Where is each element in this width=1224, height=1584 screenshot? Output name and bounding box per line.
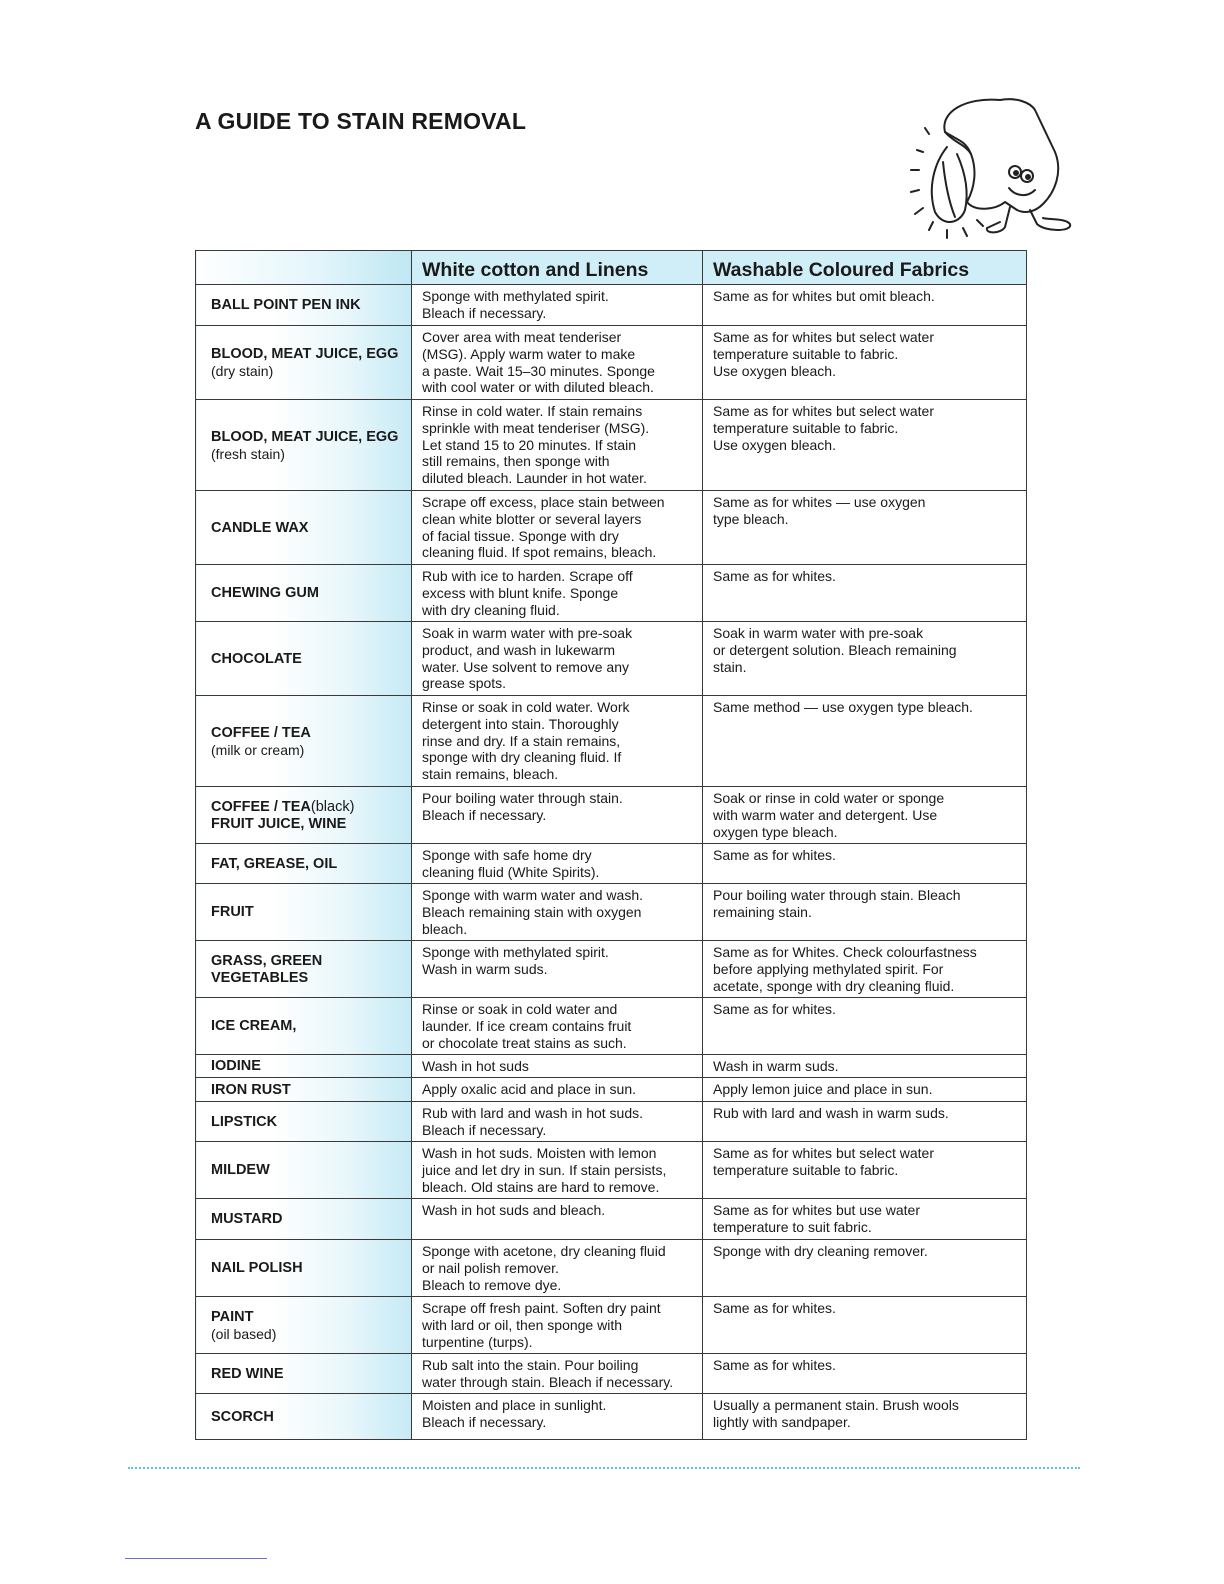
coloured-treatment-text: Same method — use oxygen type bleach.: [713, 699, 973, 715]
whites-treatment-cell: [412, 1394, 703, 1440]
whites-treatment-text: Soak in warm water with pre-soak product, and wash in lukewarm water. Use solvent to remove any grease spots.: [422, 625, 633, 692]
stain-name-text: PAINT: [211, 1308, 254, 1325]
whites-treatment-cell: [412, 326, 703, 400]
whites-treatment-cell: [412, 1240, 703, 1297]
coloured-treatment-text: Apply lemon juice and place in sun.: [713, 1081, 933, 1097]
stain-name: [211, 346, 401, 363]
whites-treatment-cell: [412, 285, 703, 326]
coloured-treatment-cell: [703, 696, 1027, 787]
coloured-treatment-text: Same as for Whites. Check colourfastness before applying methylated spirit. For acetate, sponge with dry cleaning fluid.: [713, 944, 977, 994]
stain-type-cell: [196, 998, 412, 1055]
stain-note: (fresh stain): [211, 445, 285, 462]
coloured-treatment-cell: [703, 884, 1027, 941]
whites-treatment-cell: [412, 565, 703, 622]
coloured-treatment-text: Same as for whites.: [713, 1001, 836, 1017]
whites-treatment-text: Rinse or soak in cold water and launder. If ice cream contains fruit or chocolate treat stains as such.: [422, 1001, 632, 1051]
coloured-treatment-text: Usually a permanent stain. Brush wools lightly with sandpaper.: [713, 1397, 959, 1430]
whites-treatment-text: Wash in hot suds and bleach.: [422, 1202, 606, 1218]
whites-treatment-text: Apply oxalic acid and place in sun.: [422, 1081, 637, 1097]
stain-type-cell: [196, 1297, 412, 1354]
stain-name-secondary: VEGETABLES: [211, 969, 309, 986]
whites-treatment-text: Sponge with methylated spirit. Bleach if necessary.: [422, 288, 609, 321]
whites-treatment-cell: [412, 884, 703, 941]
stain-type-cell: [196, 1394, 412, 1440]
stain-name-text: FRUIT: [211, 904, 254, 921]
stain-name: [211, 1309, 401, 1326]
coloured-treatment-cell: [703, 1142, 1027, 1199]
coloured-treatment-cell: [703, 285, 1027, 326]
stain-name: [211, 1082, 401, 1099]
stain-name: [211, 904, 401, 921]
stain-type-cell: [196, 1199, 412, 1240]
whites-treatment-cell: [412, 844, 703, 884]
stain-type-cell: [196, 565, 412, 622]
stain-name: [211, 429, 401, 446]
stain-type-cell: [196, 696, 412, 787]
table-row: [196, 622, 1027, 696]
stain-name: [211, 953, 401, 970]
coloured-treatment-cell: [703, 1394, 1027, 1440]
stain-name: [211, 856, 401, 873]
whites-treatment-text: Pour boiling water through stain. Bleach if necessary.: [422, 790, 623, 823]
whites-treatment-text: Rub with ice to harden. Scrape off excess with blunt knife. Sponge with dry cleaning fluid.: [422, 568, 633, 618]
stain-name-text: IODINE: [211, 1058, 261, 1075]
whites-treatment-cell: [412, 696, 703, 787]
coloured-treatment-cell: [703, 941, 1027, 998]
stain-name-text: MUSTARD: [211, 1211, 283, 1228]
coloured-treatment-text: Same as for whites.: [713, 1300, 836, 1316]
stain-name: [211, 1058, 401, 1075]
stain-name-text: SCORCH: [211, 1408, 274, 1425]
table-row: [196, 884, 1027, 941]
stain-name: [211, 1260, 401, 1277]
stain-type-cell: [196, 1240, 412, 1297]
coloured-treatment-text: Rub with lard and wash in warm suds.: [713, 1105, 949, 1121]
stain-removal-table: [195, 250, 1027, 1440]
stain-type-cell: [196, 844, 412, 884]
coloured-treatment-text: Same as for whites but omit bleach.: [713, 288, 935, 304]
stain-type-cell: [196, 1354, 412, 1394]
stain-name-secondary: FRUIT JUICE, WINE: [211, 815, 347, 832]
stain-name-text: CANDLE WAX: [211, 519, 309, 536]
dotted-divider: [128, 1467, 1080, 1469]
table-row: [196, 844, 1027, 884]
stain-name-text: COFFEE / TEA: [211, 724, 311, 741]
stain-name-text: CHEWING GUM: [211, 585, 319, 602]
whites-treatment-cell: [412, 491, 703, 565]
whites-treatment-text: Sponge with acetone, dry cleaning fluid or nail polish remover. Bleach to remove dye.: [422, 1243, 666, 1293]
table-row: [196, 1354, 1027, 1394]
coloured-treatment-cell: [703, 1102, 1027, 1142]
stain-name: [211, 297, 401, 314]
stain-name: [211, 1211, 401, 1228]
coloured-treatment-text: Soak or rinse in cold water or sponge with warm water and detergent. Use oxygen type bleach.: [713, 790, 945, 840]
stain-name: [211, 651, 401, 668]
stain-name: [211, 520, 401, 537]
whites-treatment-cell: [412, 941, 703, 998]
whites-treatment-text: Rinse in cold water. If stain remains sprinkle with meat tenderiser (MSG). Let stand 15 to 20 minutes. If stain still remains, then sponge with diluted bleach. Launder in hot water.: [422, 403, 650, 487]
stain-name: [211, 799, 401, 816]
footer-underline: [125, 1558, 267, 1559]
whites-treatment-text: Wash in hot suds. Moisten with lemon juice and let dry in sun. If stain persists, bleach. Old stains are hard to remove.: [422, 1145, 667, 1195]
stain-type-cell: [196, 1055, 412, 1078]
stain-name: [211, 1409, 401, 1426]
table-row: [196, 1199, 1027, 1240]
coloured-treatment-cell: [703, 326, 1027, 400]
table-row: [196, 1078, 1027, 1102]
table-row: [196, 1055, 1027, 1078]
table-row: [196, 998, 1027, 1055]
stain-name-text: COFFEE / TEA: [211, 798, 311, 815]
coloured-treatment-cell: [703, 1297, 1027, 1354]
whites-treatment-cell: [412, 1078, 703, 1102]
table-row: [196, 491, 1027, 565]
header-white-cotton: White cotton and Linens: [412, 251, 703, 285]
coloured-treatment-text: Soak in warm water with pre-soak or detergent solution. Bleach remaining stain.: [713, 625, 957, 675]
table-row: [196, 1102, 1027, 1142]
table-row: [196, 1297, 1027, 1354]
coloured-treatment-cell: [703, 1240, 1027, 1297]
coloured-treatment-text: Same as for whites but select water temperature suitable to fabric.: [713, 1145, 934, 1178]
coloured-treatment-cell: [703, 1078, 1027, 1102]
table-row: [196, 941, 1027, 998]
stain-note: (milk or cream): [211, 741, 305, 758]
header-coloured-fabrics: Washable Coloured Fabrics: [703, 251, 1027, 285]
glove-mascot-illustration: [905, 92, 1080, 244]
stain-name-text: CHOCOLATE: [211, 650, 302, 667]
stain-note: (oil based): [211, 1325, 277, 1342]
coloured-treatment-text: Same as for whites but use water temperature to suit fabric.: [713, 1202, 920, 1235]
whites-treatment-cell: [412, 998, 703, 1055]
whites-treatment-text: Rub with lard and wash in hot suds. Bleach if necessary.: [422, 1105, 644, 1138]
whites-treatment-text: Sponge with safe home dry cleaning fluid (White Spirits).: [422, 847, 600, 880]
stain-type-cell: [196, 884, 412, 941]
table-body: [196, 285, 1027, 1440]
coloured-treatment-text: Sponge with dry cleaning remover.: [713, 1243, 928, 1259]
whites-treatment-cell: [412, 622, 703, 696]
table-row: [196, 285, 1027, 326]
table-row: [196, 565, 1027, 622]
coloured-treatment-cell: [703, 622, 1027, 696]
whites-treatment-text: Cover area with meat tenderiser (MSG). Apply warm water to make a paste. Wait 15–30 minutes. Sponge with cool water or with diluted bleach.: [422, 329, 655, 396]
whites-treatment-cell: [412, 400, 703, 491]
coloured-treatment-text: Same as for whites.: [713, 847, 836, 863]
stain-type-cell: [196, 491, 412, 565]
coloured-treatment-cell: [703, 1199, 1027, 1240]
stain-type-cell: [196, 787, 412, 844]
coloured-treatment-text: Same as for whites — use oxygen type bleach.: [713, 494, 926, 527]
coloured-treatment-cell: [703, 1354, 1027, 1394]
stain-type-cell: [196, 622, 412, 696]
table-row: [196, 1142, 1027, 1199]
whites-treatment-cell: [412, 1199, 703, 1240]
whites-treatment-text: Sponge with warm water and wash. Bleach remaining stain with oxygen bleach.: [422, 887, 643, 937]
stain-name-text: RED WINE: [211, 1365, 284, 1382]
stain-type-cell: [196, 1102, 412, 1142]
whites-treatment-cell: [412, 1055, 703, 1078]
header-stain-column: [196, 251, 412, 285]
table-row: [196, 1240, 1027, 1297]
coloured-treatment-text: Wash in warm suds.: [713, 1058, 839, 1074]
whites-treatment-cell: [412, 1142, 703, 1199]
stain-name-text: GRASS, GREEN: [211, 952, 323, 969]
stain-type-cell: [196, 326, 412, 400]
coloured-treatment-text: Same as for whites but select water temperature suitable to fabric. Use oxygen bleach.: [713, 329, 934, 379]
stain-type-cell: [196, 1142, 412, 1199]
coloured-treatment-cell: [703, 787, 1027, 844]
stain-name: [211, 585, 401, 602]
coloured-treatment-text: Same as for whites.: [713, 1357, 836, 1373]
whites-treatment-cell: [412, 1297, 703, 1354]
whites-treatment-cell: [412, 787, 703, 844]
coloured-treatment-text: Same as for whites.: [713, 568, 836, 584]
coloured-treatment-cell: [703, 491, 1027, 565]
table-row: [196, 696, 1027, 787]
stain-name-text: NAIL POLISH: [211, 1260, 303, 1277]
whites-treatment-text: Scrape off fresh paint. Soften dry paint with lard or oil, then sponge with turpentine (turps).: [422, 1300, 661, 1350]
stain-type-cell: [196, 400, 412, 491]
stain-name: [211, 1114, 401, 1131]
stain-name-text: ICE CREAM,: [211, 1018, 297, 1035]
stain-name-text: LIPSTICK: [211, 1113, 278, 1130]
stain-name: [211, 725, 401, 742]
stain-type-cell: [196, 285, 412, 326]
stain-name-text: BLOOD, MEAT JUICE, EGG: [211, 346, 399, 363]
coloured-treatment-cell: [703, 1055, 1027, 1078]
whites-treatment-text: Sponge with methylated spirit. Wash in warm suds.: [422, 944, 609, 977]
coloured-treatment-cell: [703, 400, 1027, 491]
coloured-treatment-text: Same as for whites but select water temperature suitable to fabric. Use oxygen bleach.: [713, 403, 934, 453]
whites-treatment-text: Rub salt into the stain. Pour boiling water through stain. Bleach if necessary.: [422, 1357, 674, 1390]
coloured-treatment-cell: [703, 565, 1027, 622]
coloured-treatment-text: Pour boiling water through stain. Bleach remaining stain.: [713, 887, 961, 920]
stain-name-text: BALL POINT PEN INK: [211, 297, 361, 314]
stain-name-text: BLOOD, MEAT JUICE, EGG: [211, 428, 399, 445]
stain-name-text: IRON RUST: [211, 1081, 291, 1098]
table-row: [196, 400, 1027, 491]
stain-name: [211, 1162, 401, 1179]
page-title: A GUIDE TO STAIN REMOVAL: [195, 108, 527, 134]
whites-treatment-text: Rinse or soak in cold water. Work detergent into stain. Thoroughly rinse and dry. If a stain remains, sponge with dry cleaning fluid. If stain remains, bleach.: [422, 699, 630, 783]
table-row: [196, 1394, 1027, 1440]
whites-treatment-text: Moisten and place in sunlight. Bleach if necessary.: [422, 1397, 607, 1430]
stain-type-cell: [196, 1078, 412, 1102]
table-header-row: [196, 251, 1027, 285]
stain-name: [211, 1018, 401, 1035]
stain-name: [211, 1366, 401, 1383]
whites-treatment-text: Wash in hot suds: [422, 1058, 529, 1074]
table-row: [196, 787, 1027, 844]
whites-treatment-cell: [412, 1354, 703, 1394]
coloured-treatment-cell: [703, 998, 1027, 1055]
whites-treatment-text: Scrape off excess, place stain between clean white blotter or several layers of facial tissue. Sponge with dry cleaning fluid. If spot remains, bleach.: [422, 494, 665, 561]
stain-note: (dry stain): [211, 363, 274, 379]
stain-inline-note: (black): [310, 798, 355, 815]
whites-treatment-cell: [412, 1102, 703, 1142]
stain-type-cell: [196, 941, 412, 998]
table-row: [196, 326, 1027, 400]
stain-name-text: FAT, GREASE, OIL: [211, 855, 338, 872]
stain-name-text: MILDEW: [211, 1162, 270, 1179]
coloured-treatment-cell: [703, 844, 1027, 884]
